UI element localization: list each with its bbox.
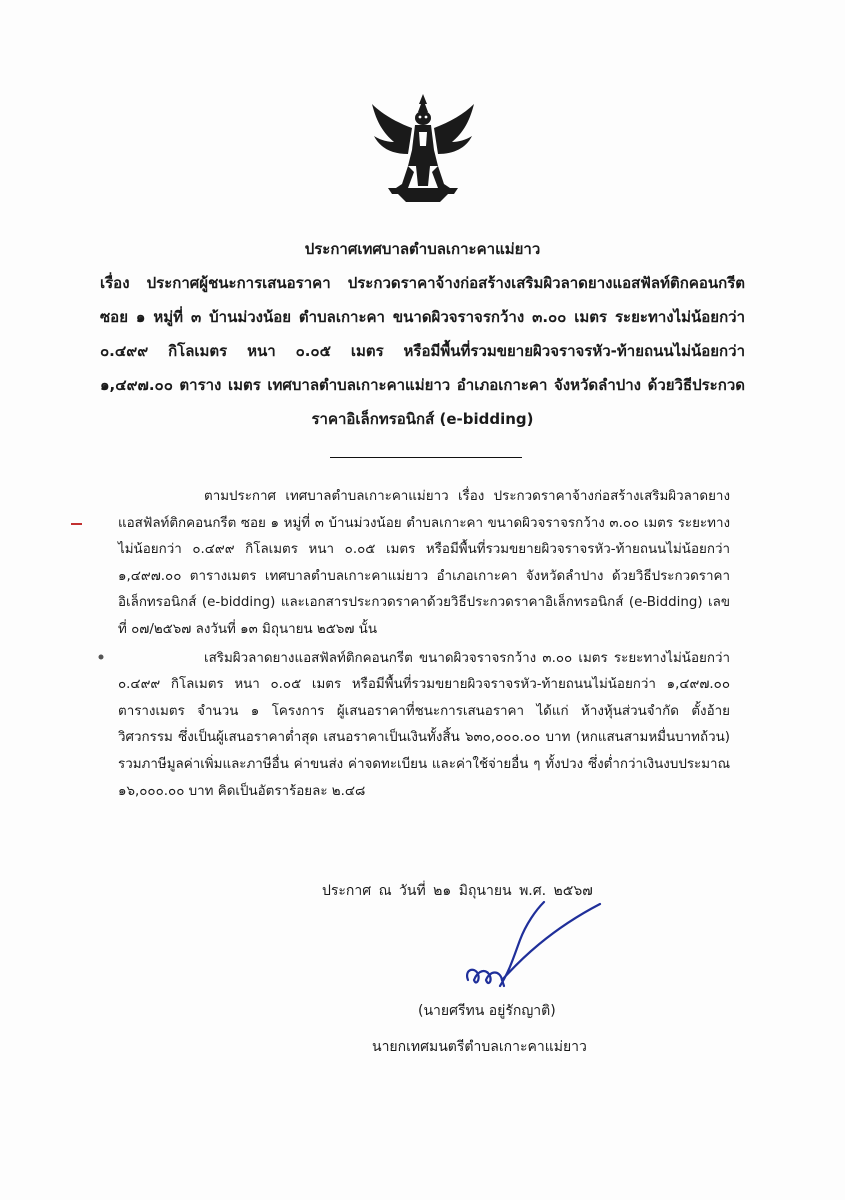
signer-name: (นายศรีทน อยู่รักญาติ) bbox=[418, 1003, 556, 1019]
body-paragraph-1: ตามประกาศ เทศบาลตำบลเกาะคาแม่ยาว เรื่อง ประกวดราคาจ้างก่อสร้างเสริมผิวลาดยางแอสฟัลท์ติกคอนกรีต ซอย ๑ หมู่ที่ ๓ บ้านม่วงน้อย ตำบลเกาะคา ขนาดผิวจราจรกว้าง ๓.๐๐ เมตร ระยะทางไม่น้อยกว่า ๐.๔๙๙ กิโลเมตร หนา ๐.๐๕ เมตร หรือมีพื้นที่รวมขยายผิวจราจรหัว-ท้ายถนนไม่น้อยกว่า ๑,๔๙๗.๐๐ ตารางเมตร เทศบาลตำบลเกาะคาแม่ยาว อำเภอเกาะคา จังหวัดลำปาง ด้วยวิธีประกวดราคาอิเล็กทรอนิกส์ (e-bidding) และเอกสารประกวดราคาด้วยวิธีประกวดราคาอิเล็กทรอนิกส์ (e-Bidding) เลขที่ ๐๗/๒๕๖๗ ลงวันที่ ๑๓ มิถุนายน ๒๕๖๗ นั้น bbox=[118, 489, 730, 637]
announcement-heading bbox=[100, 234, 745, 436]
announcement-organization: ประกาศเทศบาลตำบลเกาะคาแม่ยาว bbox=[304, 240, 541, 258]
scan-mark-icon bbox=[70, 520, 84, 528]
announcement-body bbox=[118, 484, 730, 805]
scan-mark-icon bbox=[96, 652, 106, 662]
body-paragraph-2: เสริมผิวลาดยางแอสฟัลท์ติกคอนกรีต ขนาดผิวจราจรกว้าง ๓.๐๐ เมตร ระยะทางไม่น้อยกว่า ๐.๔๙๙ กิโลเมตร หนา ๐.๐๕ เมตร หรือมีพื้นที่รวมขยายผิวจราจรหัว-ท้ายถนนไม่น้อยกว่า ๑,๔๙๗.๐๐ ตารางเมตร จำนวน ๑ โครงการ ผู้เสนอราคาที่ชนะการเสนอราคา ได้แก่ ห้างหุ้นส่วนจำกัด ตั้งอ้าย วิศวกรรม ซึ่งเป็นผู้เสนอราคาต่ำสุด เสนอราคาเป็นเงินทั้งสิ้น ๖๓๐,๐๐๐.๐๐ บาท (หกแสนสามหมื่นบาทถ้วน) รวมภาษีมูลค่าเพิ่มและภาษีอื่น ค่าขนส่ง ค่าจดทะเบียน และค่าใช้จ่ายอื่น ๆ ทั้งปวง ซึ่งต่ำกว่าเงินงบประมาณ ๑๖,๐๐๐.๐๐ บาท คิดเป็นอัตราร้อยละ ๒.๔๘ bbox=[118, 650, 730, 799]
announcement-subject: เรื่อง ประกาศผู้ชนะการเสนอราคา ประกวดราคาจ้างก่อสร้างเสริมผิวลาดยางแอสฟัลท์ติกคอนกรีต ซอย ๑ หมู่ที่ ๓ บ้านม่วงน้อย ตำบลเกาะคา ขนาดผิวจราจรกว้าง ๓.๐๐ เมตร ระยะทางไม่น้อยกว่า ๐.๔๙๙ กิโลเมตร หนา ๐.๐๕ เมตร หรือมีพื้นที่รวมขยายผิวจราจรหัว-ท้ายถนนไม่น้อยกว่า ๑,๔๙๗.๐๐ ตาราง เมตร เทศบาลตำบลเกาะคาแม่ยาว อำเภอเกาะคา จังหวัดลำปาง ด้วยวิธีประกวดราคาอิเล็กทรอนิกส์ (e-bidding) bbox=[100, 274, 745, 428]
announcement-date: ประกาศ ณ วันที่ ๒๑ มิถุนายน พ.ศ. ๒๕๖๗ bbox=[322, 883, 593, 899]
garuda-emblem-icon bbox=[368, 92, 478, 204]
signer-title: นายกเทศมนตรีตำบลเกาะคาแม่ยาว bbox=[372, 1039, 587, 1055]
handwritten-signature-icon bbox=[440, 900, 680, 1010]
heading-divider bbox=[330, 457, 522, 458]
